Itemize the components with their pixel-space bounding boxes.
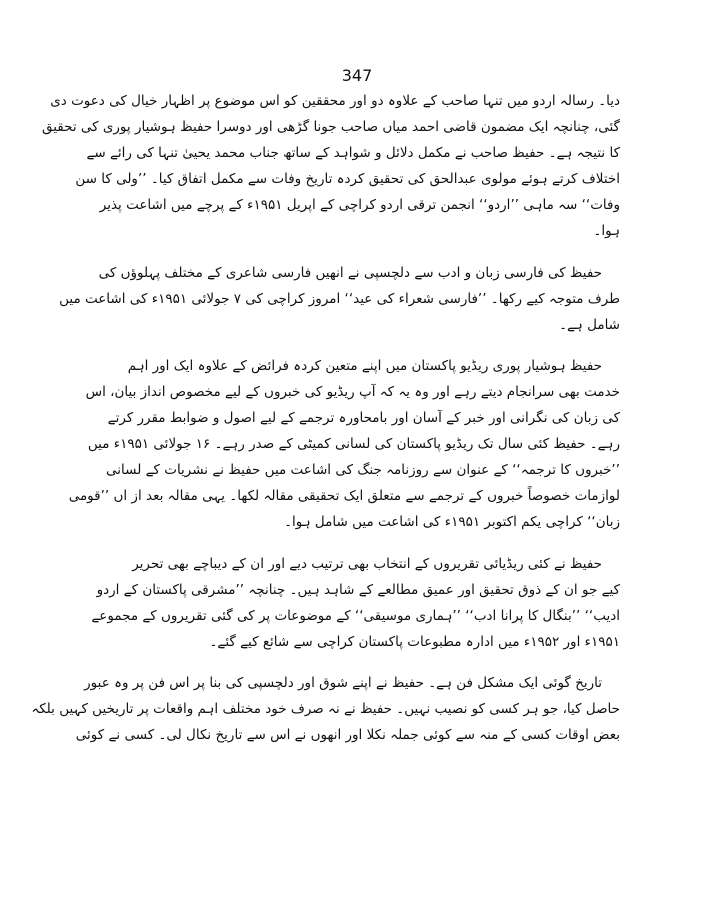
text-line: گئی، چنانچہ ایک مضمون قاضی احمد میاں صاحب جونا گڑھی اور دوسرا حفیظ ہوشیار پوری کی تحقیق xyxy=(41,119,620,136)
paragraph-gap xyxy=(98,338,620,353)
text-line: حفیظ کی فارسی زبان و ادب سے دلچسپی نے انھیں فارسی شاعری کے مختلف پہلوؤں کی xyxy=(98,264,602,281)
text-line: ۱۹۵۱ء اور ۱۹۵۲ء میں ادارہ مطبوعات پاکستان کراچی سے شائع کیے گئے۔ xyxy=(209,633,620,650)
text-line: اختلاف کرتے ہوئے مولوی عبدالحق کی تحقیق کردہ تاریخ وفات سے مکمل اتفاق کیا۔ ’’ولی کا سن xyxy=(75,171,620,188)
paragraph-gap xyxy=(98,655,620,670)
text-line: ’’خبروں کا ترجمہ‘‘ کے عنوان سے روزنامہ جنگ کی اشاعت میں حفیظ نے نشریات کے لسانی xyxy=(106,462,620,479)
body-text xyxy=(31,88,620,748)
text-line: رہے۔ حفیظ کئی سال تک ریڈیو پاکستان کی لسانی کمیٹی کے صدر رہے۔ ۱۶ جولائی ۱۹۵۱ء میں xyxy=(87,436,620,453)
page-number: 347 xyxy=(341,66,373,85)
paragraph xyxy=(41,88,620,245)
text-line: کیے جو ان کے ذوق تحقیق اور عمیق مطالعے کے شاہد ہیں۔ چنانچہ ’’مشرقی پاکستان کے اردو xyxy=(96,581,620,598)
paragraph xyxy=(59,260,620,338)
text-line: خدمت بھی سرانجام دیتے رہے اور وہ یہ کہ آپ ریڈیو کی خبروں کے لیے مخصوص انداز بیان، اس xyxy=(85,383,620,400)
text-line: لوازمات خصوصاً خبروں کے ترجمے سے متعلق ایک تحقیقی مقالہ لکھا۔ یہی مقالہ بعد از اں ’’قومی xyxy=(68,488,620,505)
text-line: وفات‘‘ سہ ماہی ’’اردو‘‘ انجمن ترقی اردو کراچی کے اپریل ۱۹۵۱ء کے پرچے میں اشاعت پذیر xyxy=(99,197,620,214)
paragraph xyxy=(31,670,620,748)
text-line: بعض اوقات کسی کے منہ سے کوئی جملہ نکلا اور انھوں نے اس سے تاریخ نکال لی۔ کسی نے کوئی xyxy=(75,727,620,744)
text-line: کی زبان کی نگرانی اور خبر کے آسان اور بامحاورہ ترجمے کے لیے اصول و ضوابط مقرر کرتے xyxy=(107,410,620,427)
paragraph-gap xyxy=(98,536,620,551)
text-line: حفیظ ہوشیار پوری ریڈیو پاکستان میں اپنے متعین کردہ فرائض کے علاوہ ایک اور اہم xyxy=(127,357,602,374)
paragraph-gap xyxy=(98,245,620,260)
text-line: تاریخ گوئی ایک مشکل فن ہے۔ حفیظ نے اپنے شوق اور دلچسپی کی بنا پر اس فن پر وہ عبور xyxy=(84,674,602,691)
text-line: دیا۔ رسالہ اردو میں تنہا صاحب کے علاوہ دو اور محققین کو اس موضوع پر اظہار خیال کی دعوت دی xyxy=(50,93,620,109)
text-line: شامل ہے۔ xyxy=(559,316,620,333)
text-line: ہوا۔ xyxy=(593,223,620,240)
text-line: طرف متوجہ کیے رکھا۔ ’’فارسی شعراء کی عید‘‘ امروز کراچی کی ۷ جولائی ۱۹۵۱ء کی اشاعت میں xyxy=(59,290,620,307)
text-line: حفیظ نے کئی ریڈیائی تقریروں کے انتخاب بھی ترتیب دیے اور ان کے دیباچے بھی تحریر xyxy=(132,555,602,572)
paragraph xyxy=(68,353,620,536)
text-line: حاصل کیا، جو ہر کسی کو نصیب نہیں۔ حفیظ نے نہ صرف خود مختلف اہم واقعات پر تاریخیں کہیں بلکہ xyxy=(31,700,620,717)
text-line: ادیب‘‘ ’’بنگال کا پرانا ادب‘‘ ’’ہماری موسیقی‘‘ کے موضوعات پر کی گئی تقریروں کے مجموعے xyxy=(91,607,620,624)
text-line: زبان‘‘ کراچی یکم اکتوبر ۱۹۵۱ء کی اشاعت میں شامل ہوا۔ xyxy=(284,514,620,531)
text-line: کا نتیجہ ہے۔ حفیظ صاحب نے مکمل دلائل و شواہد کے ساتھ جناب محمد یحییٰ تنہا کی رائے سے xyxy=(86,145,620,162)
paragraph xyxy=(91,551,620,655)
